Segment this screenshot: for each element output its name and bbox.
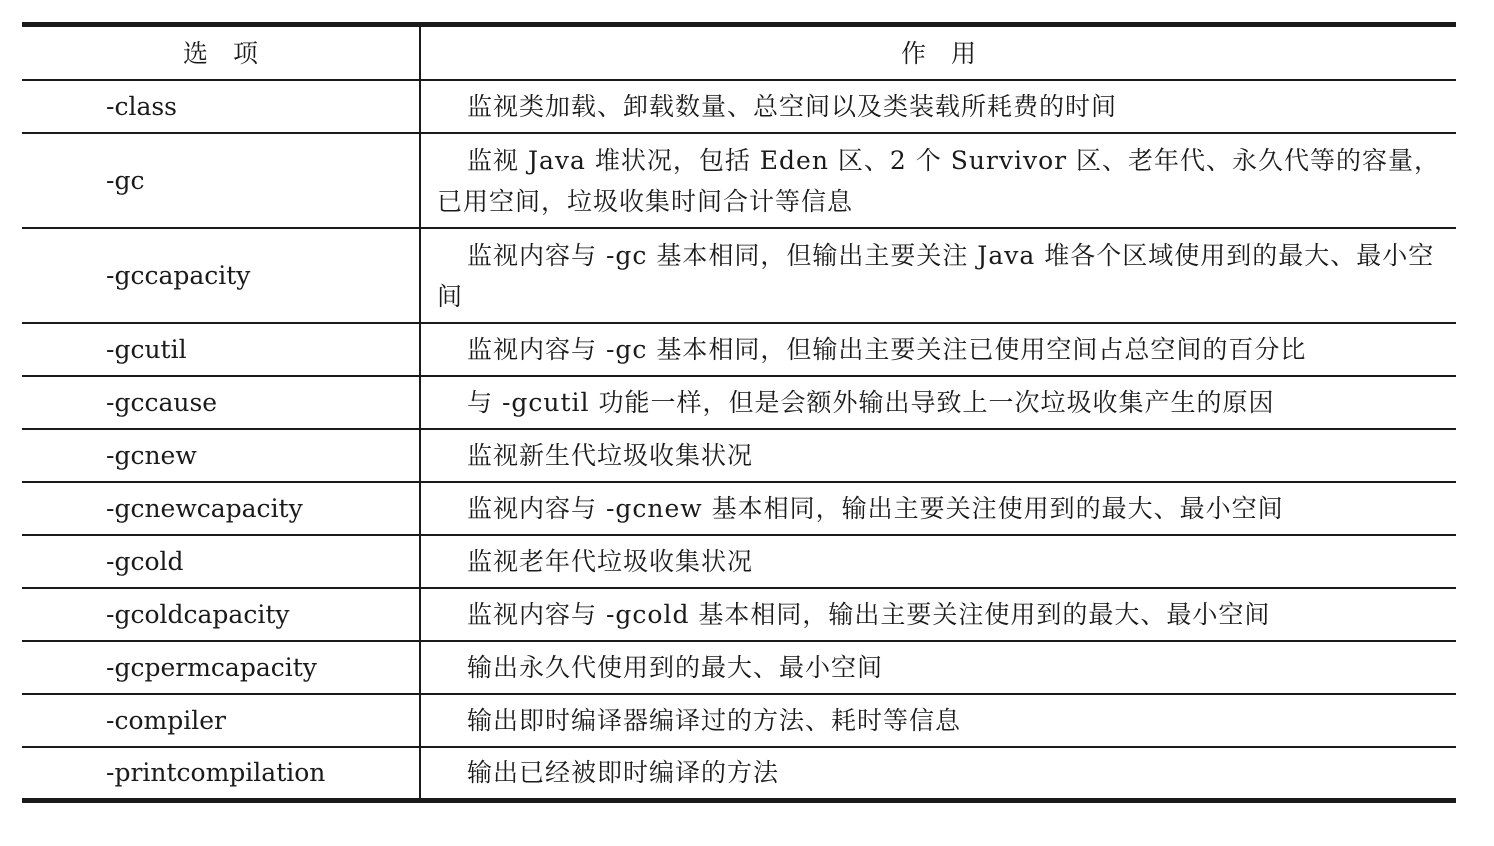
- option-cell: -compiler: [22, 694, 420, 747]
- table-row: [22, 429, 1456, 482]
- effect-cell: 监视 Java 堆状况，包括 Eden 区、2 个 Survivor 区、老年代、永久代等的容量，已用空间，垃圾收集时间合计等信息: [420, 133, 1456, 228]
- effect-cell: 输出永久代使用到的最大、最小空间: [420, 641, 1456, 694]
- header-effect: [420, 25, 1456, 81]
- effect-cell: 监视内容与 -gc 基本相同，但输出主要关注已使用空间占总空间的百分比: [420, 323, 1456, 376]
- effect-cell: 监视内容与 -gcnew 基本相同，输出主要关注使用到的最大、最小空间: [420, 482, 1456, 535]
- table-row: [22, 133, 1456, 228]
- table-row: [22, 747, 1456, 800]
- effect-cell: 监视内容与 -gcold 基本相同，输出主要关注使用到的最大、最小空间: [420, 588, 1456, 641]
- effect-cell: 监视老年代垃圾收集状况: [420, 535, 1456, 588]
- option-cell: -gccause: [22, 376, 420, 429]
- option-cell: -gcnew: [22, 429, 420, 482]
- effect-cell: 与 -gcutil 功能一样，但是会额外输出导致上一次垃圾收集产生的原因: [420, 376, 1456, 429]
- option-cell: -gc: [22, 133, 420, 228]
- header-option: [22, 25, 420, 81]
- option-cell: -gccapacity: [22, 228, 420, 323]
- table-row: [22, 323, 1456, 376]
- table-row: [22, 694, 1456, 747]
- effect-cell: 输出即时编译器编译过的方法、耗时等信息: [420, 694, 1456, 747]
- table-row: [22, 376, 1456, 429]
- effect-cell: 监视新生代垃圾收集状况: [420, 429, 1456, 482]
- option-cell: -gcutil: [22, 323, 420, 376]
- option-cell: -class: [22, 80, 420, 133]
- table-row: [22, 482, 1456, 535]
- header-row: [22, 25, 1456, 81]
- table-row: [22, 588, 1456, 641]
- option-cell: -gcpermcapacity: [22, 641, 420, 694]
- effect-cell: 监视内容与 -gc 基本相同，但输出主要关注 Java 堆各个区域使用到的最大、最小空间: [420, 228, 1456, 323]
- jstat-options-table: [22, 22, 1456, 803]
- table-row: [22, 641, 1456, 694]
- option-cell: -gcoldcapacity: [22, 588, 420, 641]
- option-cell: -printcompilation: [22, 747, 420, 800]
- table-body: [22, 80, 1456, 800]
- table-row: [22, 535, 1456, 588]
- table-row: [22, 80, 1456, 133]
- header-option-label: 选 项: [182, 38, 258, 68]
- header-effect-label: 作 用: [900, 38, 976, 68]
- option-cell: -gcnewcapacity: [22, 482, 420, 535]
- effect-cell: 输出已经被即时编译的方法: [420, 747, 1456, 800]
- table-row: [22, 228, 1456, 323]
- table-header: [22, 25, 1456, 81]
- effect-cell: 监视类加载、卸载数量、总空间以及类装载所耗费的时间: [420, 80, 1456, 133]
- option-cell: -gcold: [22, 535, 420, 588]
